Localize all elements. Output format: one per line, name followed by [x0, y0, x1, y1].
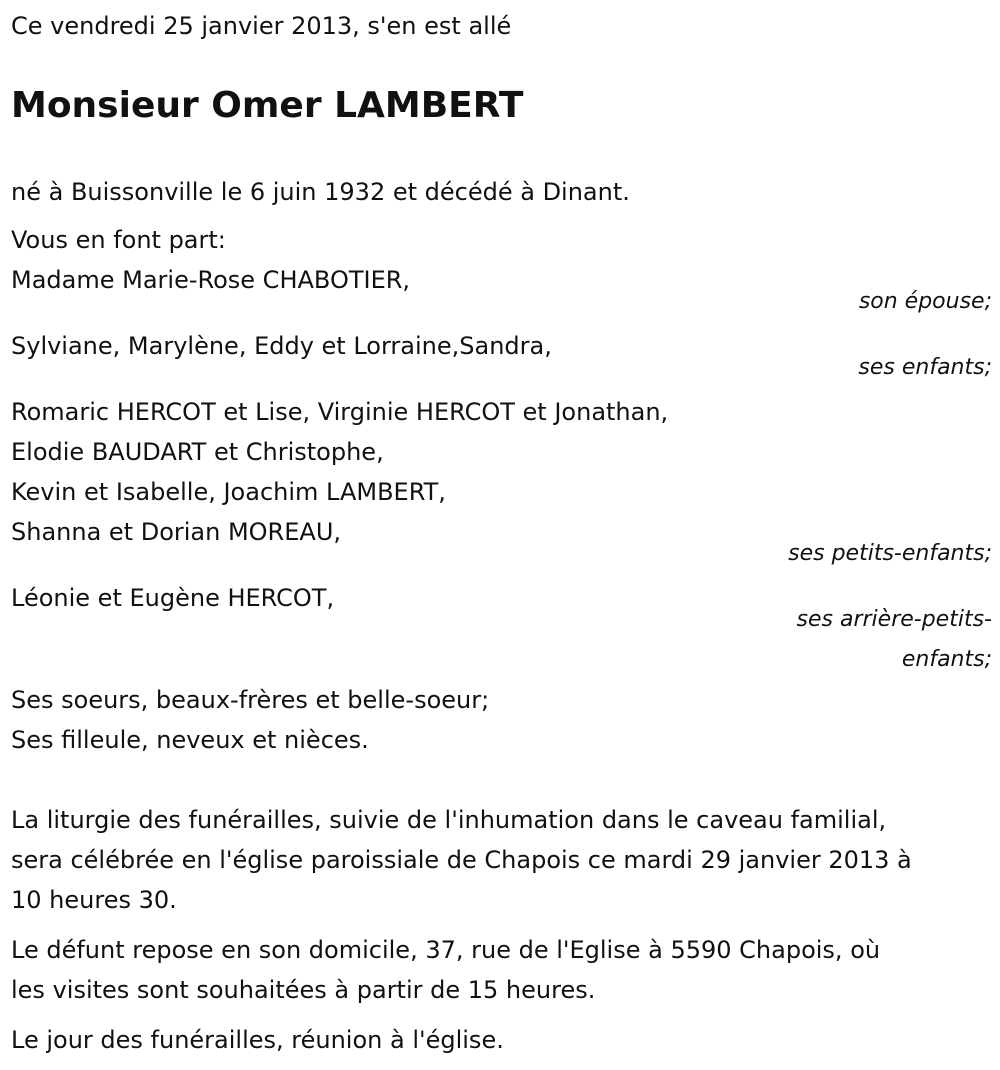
funeral-service-info: [11, 800, 992, 1060]
service-line: les visites sont souhaitées à partir de 15 heures.: [11, 976, 596, 1004]
service-line: 10 heures 30.: [11, 886, 177, 914]
family-member-line: Shanna et Dorian MOREAU,: [11, 518, 342, 546]
relation-label-line: ses enfants;: [858, 355, 992, 380]
family-member-line: Léonie et Eugène HERCOT,: [11, 584, 335, 612]
service-line: sera célébrée en l'église paroissiale de Chapois ce mardi 29 janvier 2013 à: [11, 846, 912, 874]
service-line: La liturgie des funérailles, suivie de l'inhumation dans le caveau familial,: [11, 806, 887, 834]
family-member-line: Romaric HERCOT et Lise, Virginie HERCOT et Jonathan,: [11, 398, 669, 426]
family-group: [11, 326, 992, 392]
service-paragraph: [11, 800, 992, 920]
family-member-line: Sylviane, Marylène, Eddy et Lorraine,Sandra,: [11, 332, 552, 360]
extended-family-line: Ses soeurs, beaux-frères et belle-soeur;: [11, 686, 490, 714]
intro-line: Ce vendredi 25 janvier 2013, s'en est allé: [11, 12, 512, 40]
service-paragraph: [11, 930, 992, 1010]
extended-family: [11, 680, 992, 760]
family-list: [11, 260, 992, 684]
extended-family-line: Ses filleule, neveux et nièces.: [11, 726, 369, 754]
service-line: Le jour des funérailles, réunion à l'église.: [11, 1026, 504, 1054]
family-group: [11, 392, 992, 578]
obituary-notice: [11, 6, 992, 1070]
relation-label-line: son épouse;: [858, 289, 992, 314]
birth-death-line: né à Buissonville le 6 juin 1932 et décédé à Dinant.: [11, 178, 630, 206]
family-group: [11, 578, 992, 684]
announce-label: Vous en font part:: [11, 226, 226, 254]
service-line: Le défunt repose en son domicile, 37, rue de l'Eglise à 5590 Chapois, où: [11, 936, 881, 964]
service-paragraph: [11, 1020, 992, 1060]
relation-label-line: enfants;: [901, 647, 992, 672]
family-member-line: Kevin et Isabelle, Joachim LAMBERT,: [11, 478, 446, 506]
relation-label-line: ses petits-enfants;: [788, 541, 992, 566]
family-member-line: Elodie BAUDART et Christophe,: [11, 438, 384, 466]
family-member-line: Madame Marie-Rose CHABOTIER,: [11, 266, 411, 294]
relation-label-line: ses arrière-petits-: [796, 607, 992, 632]
deceased-name: Monsieur Omer LAMBERT: [11, 85, 524, 126]
family-group: [11, 260, 992, 326]
